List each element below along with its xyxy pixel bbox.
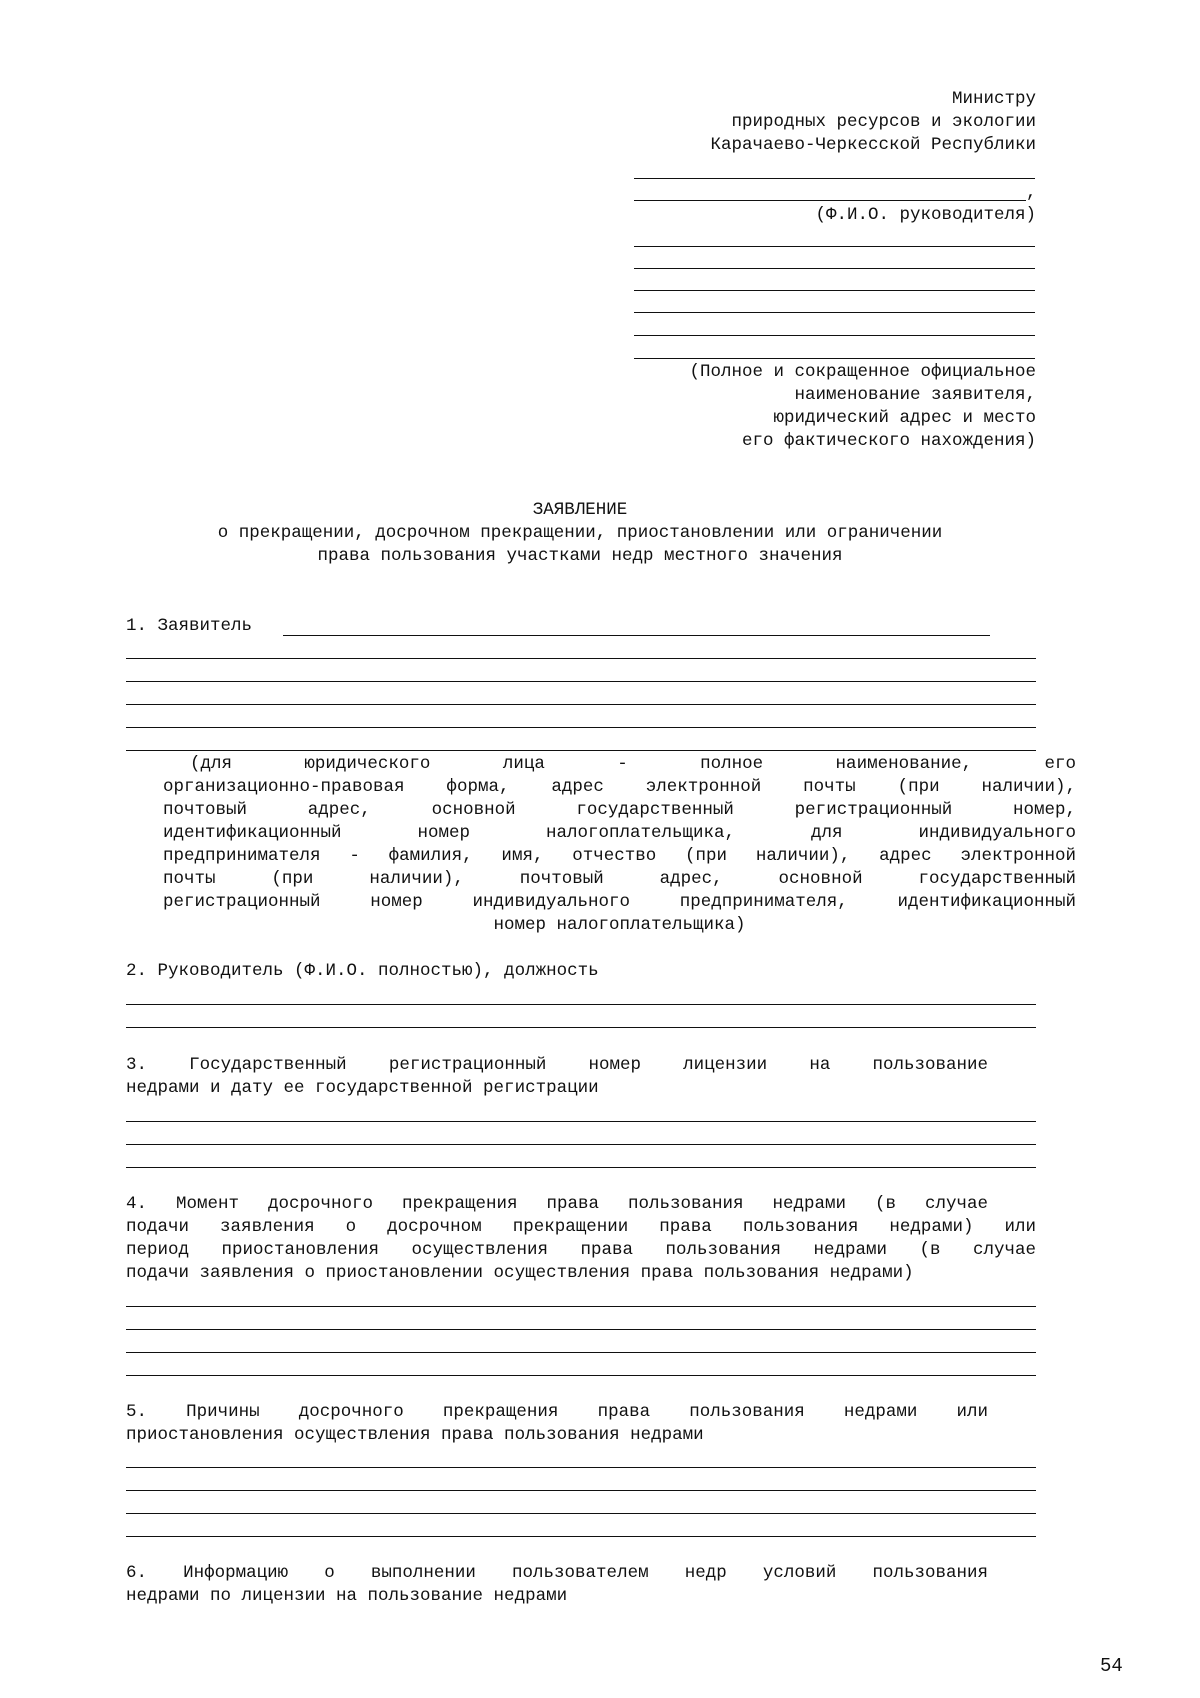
- comma-mark: ,: [1026, 183, 1037, 203]
- section-3-line: недрами и дату ее государственной регистрации: [126, 1078, 599, 1098]
- applicant-caption-2: наименование заявителя,: [794, 385, 1036, 405]
- applicant-caption-1: (Полное и сокращенное официальное: [689, 362, 1036, 382]
- moment-input-line[interactable]: [126, 1375, 1036, 1376]
- head-input-line[interactable]: [126, 1004, 1036, 1005]
- section-3-text: [126, 1054, 988, 1100]
- section-4-line: 4. Момент досрочного прекращения права пользования недрами (в случае: [126, 1194, 988, 1214]
- applicant-input-line[interactable]: [126, 750, 1036, 751]
- reasons-input-line[interactable]: [126, 1490, 1036, 1491]
- note-line: (для юридического лица - полное наименование, его: [190, 754, 1076, 774]
- note-line: номер налогоплательщика): [493, 915, 746, 935]
- head-name-caption: (Ф.И.О. руководителя): [815, 205, 1036, 225]
- license-input-line[interactable]: [126, 1167, 1036, 1168]
- applicant-input-line[interactable]: [126, 727, 1036, 728]
- applicant-caption-3: юридический адрес и место: [773, 408, 1036, 428]
- section-4-line: подачи заявления о досрочном прекращении права пользования недрами) или: [126, 1217, 1036, 1237]
- note-line: предпринимателя - фамилия, имя, отчество (при наличии), адрес электронной: [163, 846, 1076, 866]
- note-line: идентификационный номер налогоплательщика, для индивидуального: [163, 823, 1076, 843]
- addressee-blank-line[interactable]: [634, 200, 1026, 201]
- section-3-line: 3. Государственный регистрационный номер лицензии на пользование: [126, 1055, 988, 1075]
- reasons-input-line[interactable]: [126, 1513, 1036, 1514]
- moment-input-line[interactable]: [126, 1352, 1036, 1353]
- section-2-text: 2. Руководитель (Ф.И.О. полностью), должность: [126, 961, 599, 981]
- moment-input-line[interactable]: [126, 1306, 1036, 1307]
- applicant-input-line[interactable]: [126, 658, 1036, 659]
- page-number: 54: [1100, 1655, 1123, 1677]
- note-line: почтовый адрес, основной государственный регистрационный номер,: [163, 800, 1076, 820]
- applicant-blank-line[interactable]: [634, 358, 1035, 359]
- license-input-line[interactable]: [126, 1144, 1036, 1145]
- document-subtitle-1: о прекращении, досрочном прекращении, приостановлении или ограничении: [217, 523, 943, 543]
- applicant-blank-line[interactable]: [634, 268, 1035, 269]
- addressee-line-3: Карачаево-Черкесской Республики: [710, 135, 1036, 155]
- section-4-line: подачи заявления о приостановлении осуществления права пользования недрами): [126, 1263, 914, 1283]
- section-5-text: [126, 1401, 988, 1447]
- applicant-blank-line[interactable]: [634, 335, 1035, 336]
- reasons-input-line[interactable]: [126, 1467, 1036, 1468]
- document-title: ЗАЯВЛЕНИЕ: [532, 500, 628, 520]
- applicant-blank-line[interactable]: [634, 290, 1035, 291]
- section-6-line: 6. Информацию о выполнении пользователем недр условий пользования: [126, 1563, 988, 1583]
- note-line: организационно-правовая форма, адрес электронной почты (при наличии),: [163, 777, 1076, 797]
- section-4-line: период приостановления осуществления права пользования недрами (в случае: [126, 1240, 1036, 1260]
- section-5-line: 5. Причины досрочного прекращения права пользования недрами или: [126, 1402, 988, 1422]
- note-line: почты (при наличии), почтовый адрес, основной государственный: [163, 869, 1076, 889]
- addressee-line-2: природных ресурсов и экологии: [731, 112, 1036, 132]
- section-1-label: 1. Заявитель: [126, 616, 253, 636]
- section-1-note: [163, 753, 1076, 937]
- applicant-blank-line[interactable]: [634, 246, 1035, 247]
- section-6-text: [126, 1562, 988, 1608]
- reasons-input-line[interactable]: [126, 1536, 1036, 1537]
- applicant-blank-line[interactable]: [634, 312, 1035, 313]
- section-5-line: приостановления осуществления права пользования недрами: [126, 1425, 704, 1445]
- head-input-line[interactable]: [126, 1027, 1036, 1028]
- applicant-input-line[interactable]: [126, 681, 1036, 682]
- section-6-line: недрами по лицензии на пользование недрами: [126, 1586, 568, 1606]
- applicant-input-line[interactable]: [283, 635, 990, 636]
- addressee-blank-line[interactable]: [634, 178, 1035, 179]
- note-line: регистрационный номер индивидуального предпринимателя, идентификационный: [163, 892, 1076, 912]
- license-input-line[interactable]: [126, 1121, 1036, 1122]
- addressee-line-1: Министру: [951, 89, 1036, 109]
- applicant-input-line[interactable]: [126, 704, 1036, 705]
- document-subtitle-2: права пользования участками недр местного значения: [317, 546, 843, 566]
- section-4-text: [126, 1193, 1036, 1285]
- moment-input-line[interactable]: [126, 1329, 1036, 1330]
- applicant-caption-4: его фактического нахождения): [741, 431, 1036, 451]
